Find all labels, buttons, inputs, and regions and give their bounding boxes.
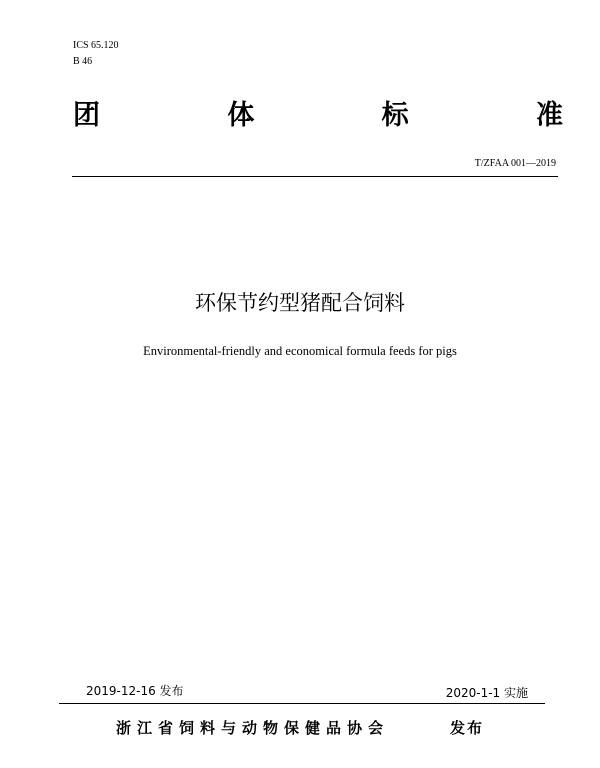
standard-type-char: 体	[227, 100, 255, 131]
classification-codes	[73, 38, 119, 70]
standard-number: T/ZFAA 001—2019	[474, 158, 556, 169]
ics-code: ICS 65.120	[73, 40, 119, 51]
bottom-divider	[59, 703, 545, 704]
standard-type-char: 团	[73, 100, 100, 131]
standard-type-char: 准	[535, 100, 563, 131]
publisher-name: 浙江省饲料与动物保健品协会	[116, 719, 390, 737]
standard-type-char: 标	[381, 100, 409, 131]
issue-date: 2019-12-16 发布	[86, 684, 184, 698]
top-divider	[72, 176, 558, 177]
standard-type-heading	[73, 96, 563, 136]
publisher-action: 发布	[450, 719, 485, 737]
chinese-title: 环保节约型猪配合饲料	[195, 291, 405, 315]
ccs-code: B 46	[73, 56, 93, 67]
english-title: Environmental-friendly and economical formula feeds for pigs	[143, 344, 457, 358]
implementation-date: 2020-1-1 实施	[445, 686, 528, 700]
